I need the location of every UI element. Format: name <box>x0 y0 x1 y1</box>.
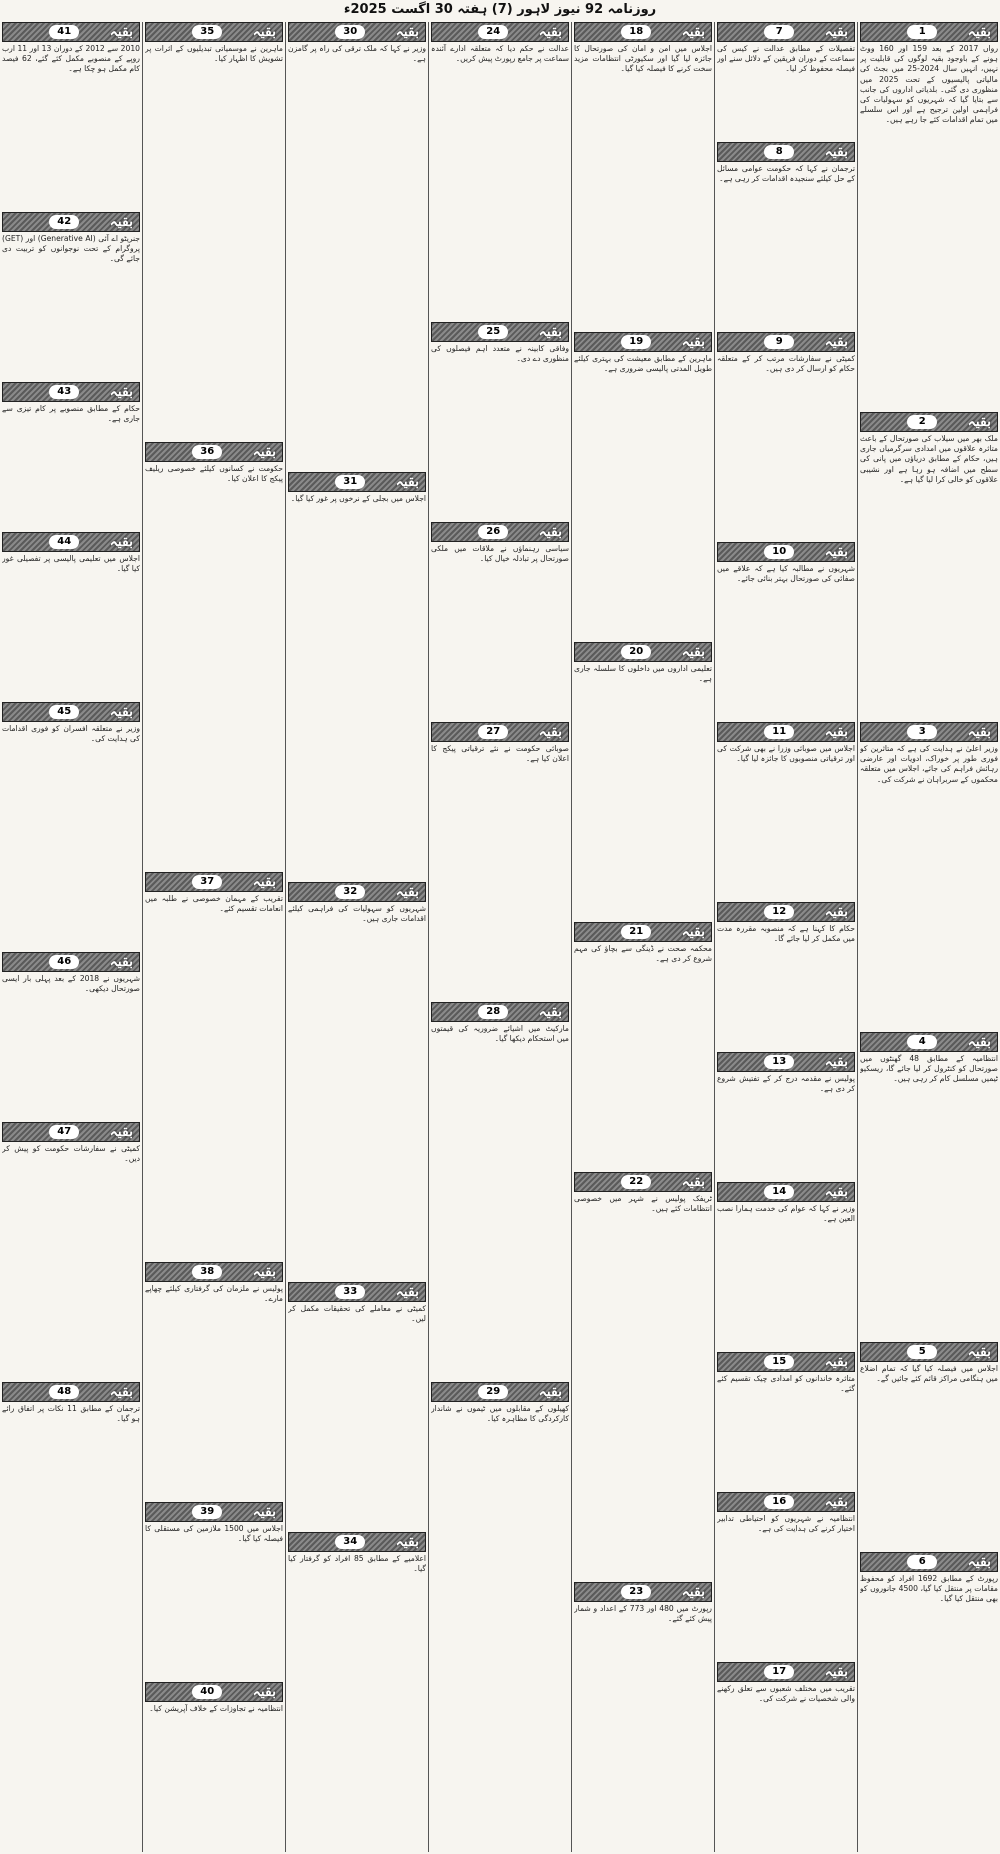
article-box <box>288 472 426 879</box>
continuation-title: بقیہ <box>252 24 276 40</box>
continuation-number: 38 <box>192 1265 222 1279</box>
continuation-tag <box>717 1052 855 1072</box>
continuation-number: 39 <box>192 1505 222 1519</box>
article-box <box>574 1172 712 1579</box>
continuation-tag <box>288 472 426 492</box>
continuation-title: بقیہ <box>538 324 562 340</box>
continuation-number: 48 <box>49 1385 79 1399</box>
article-text: تفصیلات کے مطابق عدالت نے کیس کی سماعت کے دوران فریقین کے دلائل سنے اور فیصلہ محفوظ کر لیا۔ <box>717 44 855 74</box>
article-box <box>2 702 140 949</box>
continuation-tag <box>2 212 140 232</box>
article-text: پولیس نے ملزمان کی گرفتاری کیلئے چھاپے مارے۔ <box>145 1284 283 1304</box>
continuation-title: بقیہ <box>538 1384 562 1400</box>
continuation-tag <box>860 1552 998 1572</box>
continuation-number: 20 <box>621 645 651 659</box>
article-box <box>2 1122 140 1379</box>
continuation-number: 32 <box>335 885 365 899</box>
continuation-number: 4 <box>907 1035 937 1049</box>
article-box <box>288 1532 426 1849</box>
article-text: شہریوں نے 2018 کے بعد پہلی بار ایسی صورتحال دیکھی۔ <box>2 974 140 994</box>
article-box <box>145 1262 283 1499</box>
continuation-tag <box>2 382 140 402</box>
article-text: پولیس نے مقدمہ درج کر کے تفتیش شروع کر دی ہے۔ <box>717 1074 855 1094</box>
article-text: عدالت نے حکم دیا کہ متعلقہ ادارے آئندہ سماعت پر جامع رپورٹ پیش کریں۔ <box>431 44 569 64</box>
article-box <box>717 142 855 329</box>
column-3 <box>572 22 714 1852</box>
article-box <box>717 542 855 719</box>
continuation-number: 15 <box>764 1355 794 1369</box>
continuation-number: 29 <box>478 1385 508 1399</box>
article-text: رپورٹ میں 480 اور 773 کے اعداد و شمار پیش کئے گئے۔ <box>574 1604 712 1624</box>
continuation-title: بقیہ <box>109 1384 133 1400</box>
article-text: ماہرین نے موسمیاتی تبدیلیوں کے اثرات پر تشویش کا اظہار کیا۔ <box>145 44 283 64</box>
continuation-tag <box>717 1352 855 1372</box>
continuation-number: 2 <box>907 415 937 429</box>
continuation-tag <box>717 1182 855 1202</box>
continuation-tag <box>717 142 855 162</box>
article-box <box>860 22 998 409</box>
continuation-tag <box>860 1342 998 1362</box>
continuation-number: 11 <box>764 725 794 739</box>
column-5 <box>286 22 428 1852</box>
article-box <box>431 722 569 999</box>
continuation-title: بقیہ <box>824 904 848 920</box>
continuation-number: 1 <box>907 25 937 39</box>
continuation-title: بقیہ <box>824 1184 848 1200</box>
article-box <box>145 22 283 439</box>
continuation-tag <box>145 1262 283 1282</box>
article-box <box>717 1662 855 1849</box>
continuation-number: 6 <box>907 1555 937 1569</box>
continuation-title: بقیہ <box>967 1344 991 1360</box>
article-text: تقریب میں مختلف شعبوں سے تعلق رکھنے والی شخصیات نے شرکت کی۔ <box>717 1684 855 1704</box>
continuation-title: بقیہ <box>252 1684 276 1700</box>
article-text: ترجمان کے مطابق 11 نکات پر اتفاق رائے ہو گیا۔ <box>2 1404 140 1424</box>
continuation-title: بقیہ <box>109 954 133 970</box>
continuation-title: بقیہ <box>109 704 133 720</box>
article-text: وفاقی کابینہ نے متعدد اہم فیصلوں کی منظوری دے دی۔ <box>431 344 569 364</box>
continuation-tag <box>145 872 283 892</box>
article-text: ٹریفک پولیس نے شہر میں خصوصی انتظامات کئے ہیں۔ <box>574 1194 712 1214</box>
continuation-tag <box>431 22 569 42</box>
article-box <box>145 872 283 1259</box>
continuation-title: بقیہ <box>681 1584 705 1600</box>
continuation-tag <box>145 1502 283 1522</box>
article-box <box>717 722 855 899</box>
article-box <box>145 1682 283 1849</box>
article-box <box>574 642 712 919</box>
continuation-tag <box>717 332 855 352</box>
article-box <box>145 442 283 869</box>
continuation-title: بقیہ <box>252 874 276 890</box>
continuation-number: 40 <box>192 1685 222 1699</box>
continuation-tag <box>574 1172 712 1192</box>
continuation-title: بقیہ <box>395 1284 419 1300</box>
continuation-number: 24 <box>478 25 508 39</box>
continuation-number: 10 <box>764 545 794 559</box>
continuation-title: بقیہ <box>538 724 562 740</box>
continuation-tag <box>574 642 712 662</box>
continuation-title: بقیہ <box>967 24 991 40</box>
article-box <box>145 1502 283 1679</box>
continuation-title: بقیہ <box>824 1664 848 1680</box>
article-box <box>2 952 140 1119</box>
article-box <box>431 1382 569 1849</box>
continuation-tag <box>431 1382 569 1402</box>
article-text: حکام کے مطابق منصوبے پر کام تیزی سے جاری ہے۔ <box>2 404 140 424</box>
article-text: کمیٹی نے معاملے کی تحقیقات مکمل کر لیں۔ <box>288 1304 426 1324</box>
article-box <box>2 212 140 379</box>
article-text: انتظامیہ نے تجاوزات کے خلاف آپریشن کیا۔ <box>149 1704 283 1713</box>
continuation-number: 21 <box>621 925 651 939</box>
article-box <box>288 882 426 1279</box>
continuation-title: بقیہ <box>395 1534 419 1550</box>
continuation-title: بقیہ <box>824 544 848 560</box>
continuation-tag <box>574 922 712 942</box>
continuation-title: بقیہ <box>109 1124 133 1140</box>
continuation-title: بقیہ <box>824 144 848 160</box>
continuation-title: بقیہ <box>681 334 705 350</box>
continuation-number: 45 <box>49 705 79 719</box>
article-box <box>574 22 712 329</box>
continuation-number: 42 <box>49 215 79 229</box>
continuation-tag <box>860 1032 998 1052</box>
article-box <box>2 532 140 699</box>
article-text: وزیر نے متعلقہ افسران کو فوری اقدامات کی ہدایت کی۔ <box>2 724 140 744</box>
article-box <box>717 1052 855 1179</box>
continuation-number: 27 <box>478 725 508 739</box>
continuation-tag <box>2 532 140 552</box>
continuation-title: بقیہ <box>967 1034 991 1050</box>
continuation-tag <box>431 722 569 742</box>
continuation-tag <box>431 1002 569 1022</box>
continuation-tag <box>717 902 855 922</box>
article-text: صوبائی حکومت نے نئے ترقیاتی پیکج کا اعلان کیا ہے۔ <box>431 744 569 764</box>
continuation-title: بقیہ <box>681 924 705 940</box>
continuation-tag <box>288 1532 426 1552</box>
article-text: اجلاس میں تعلیمی پالیسی پر تفصیلی غور کیا گیا۔ <box>2 554 140 574</box>
article-box <box>288 1282 426 1529</box>
continuation-title: بقیہ <box>538 1004 562 1020</box>
article-text: اجلاس میں فیصلہ کیا گیا کہ تمام اضلاع میں ہنگامی مراکز قائم کئے جائیں گے۔ <box>860 1364 998 1384</box>
article-text: متاثرہ خاندانوں کو امدادی چیک تقسیم کئے گئے۔ <box>717 1374 855 1394</box>
continuation-tag <box>2 952 140 972</box>
continuation-number: 5 <box>907 1345 937 1359</box>
article-text: اجلاس میں 1500 ملازمین کی مستقلی کا فیصلہ کیا گیا۔ <box>145 1524 283 1544</box>
continuation-number: 35 <box>192 25 222 39</box>
continuation-number: 36 <box>192 445 222 459</box>
continuation-number: 12 <box>764 905 794 919</box>
article-box <box>860 412 998 719</box>
continuation-tag <box>717 22 855 42</box>
article-box <box>860 1032 998 1339</box>
article-text: مارکیٹ میں اشیائے ضروریہ کی قیمتوں میں استحکام دیکھا گیا۔ <box>431 1024 569 1044</box>
continuation-tag <box>717 1492 855 1512</box>
article-box <box>717 902 855 1049</box>
continuation-tag <box>288 1282 426 1302</box>
continuation-title: بقیہ <box>252 1504 276 1520</box>
continuation-tag <box>860 722 998 742</box>
article-text: سیاسی رہنماؤں نے ملاقات میں ملکی صورتحال پر تبادلہ خیال کیا۔ <box>431 544 569 564</box>
article-box <box>431 522 569 719</box>
article-text: اجلاس میں امن و امان کی صورتحال کا جائزہ لیا گیا اور سکیورٹی انتظامات مزید سخت کرنے کا فیصلہ کیا گیا۔ <box>574 44 712 74</box>
continuation-title: بقیہ <box>824 24 848 40</box>
article-text: محکمہ صحت نے ڈینگی سے بچاؤ کی مہم شروع کر دی ہے۔ <box>574 944 712 964</box>
article-box <box>431 22 569 319</box>
continuation-title: بقیہ <box>109 534 133 550</box>
column-7 <box>0 22 142 1852</box>
article-box <box>574 922 712 1169</box>
continuation-title: بقیہ <box>109 24 133 40</box>
continuation-title: بقیہ <box>538 24 562 40</box>
continuation-number: 34 <box>335 1535 365 1549</box>
article-box <box>2 1382 140 1849</box>
masthead: روزنامہ 92 نیوز لاہور (7) ہفتہ 30 اگست 2025ء <box>343 2 657 17</box>
column-1 <box>858 22 1000 1852</box>
article-box <box>860 1342 998 1549</box>
continuation-title: بقیہ <box>538 524 562 540</box>
article-text: انتظامیہ کے مطابق 48 گھنٹوں میں صورتحال کو کنٹرول کر لیا جائے گا، ریسکیو ٹیمیں مسلسل کام کر رہی ہیں۔ <box>860 1054 998 1084</box>
continuation-number: 46 <box>49 955 79 969</box>
continuation-number: 25 <box>478 325 508 339</box>
article-box <box>717 1492 855 1659</box>
article-text: تعلیمی اداروں میں داخلوں کا سلسلہ جاری ہے۔ <box>574 664 712 684</box>
article-box <box>717 332 855 539</box>
continuation-number: 30 <box>335 25 365 39</box>
continuation-tag <box>717 722 855 742</box>
article-text: اعلامیے کے مطابق 85 افراد کو گرفتار کیا گیا۔ <box>288 1554 426 1574</box>
article-box <box>431 1002 569 1379</box>
continuation-number: 43 <box>49 385 79 399</box>
article-box <box>2 382 140 529</box>
continuation-tag <box>574 22 712 42</box>
article-text: کمیٹی نے سفارشات مرتب کر کے متعلقہ حکام کو ارسال کر دی ہیں۔ <box>717 354 855 374</box>
continuation-number: 23 <box>621 1585 651 1599</box>
article-text: جنریٹو اے آئی (Generative AI) اور (GET) پروگرام کے تحت نوجوانوں کو تربیت دی جائے گی۔ <box>2 234 140 264</box>
article-text: حکام کا کہنا ہے کہ منصوبہ مقررہ مدت میں مکمل کر لیا جائے گا۔ <box>717 924 855 944</box>
article-box <box>860 722 998 1029</box>
continuation-tag <box>574 1582 712 1602</box>
continuation-title: بقیہ <box>681 1174 705 1190</box>
continuation-number: 41 <box>49 25 79 39</box>
continuation-number: 31 <box>335 475 365 489</box>
continuation-tag <box>288 882 426 902</box>
article-box <box>288 22 426 469</box>
continuation-title: بقیہ <box>824 1494 848 1510</box>
article-text: ترجمان نے کہا کہ حکومت عوامی مسائل کے حل کیلئے سنجیدہ اقدامات کر رہی ہے۔ <box>717 164 855 184</box>
continuation-number: 13 <box>764 1055 794 1069</box>
article-text: وزیر نے کہا کہ ملک ترقی کی راہ پر گامزن ہے۔ <box>288 44 426 64</box>
continuation-title: بقیہ <box>109 384 133 400</box>
continuation-tag <box>860 22 998 42</box>
continuation-number: 33 <box>335 1285 365 1299</box>
continuation-title: بقیہ <box>967 724 991 740</box>
continuation-title: بقیہ <box>681 644 705 660</box>
continuation-title: بقیہ <box>109 214 133 230</box>
continuation-tag <box>145 1682 283 1702</box>
continuation-number: 28 <box>478 1005 508 1019</box>
article-text: ماہرین کے مطابق معیشت کی بہتری کیلئے طویل المدتی پالیسی ضروری ہے۔ <box>574 354 712 374</box>
continuation-tag <box>2 702 140 722</box>
continuation-title: بقیہ <box>967 1554 991 1570</box>
continuation-tag <box>145 442 283 462</box>
column-4 <box>429 22 571 1852</box>
continuation-tag <box>574 332 712 352</box>
article-box <box>717 1182 855 1349</box>
continuation-tag <box>145 22 283 42</box>
continuation-number: 9 <box>764 335 794 349</box>
continuation-title: بقیہ <box>824 1354 848 1370</box>
continuation-number: 44 <box>49 535 79 549</box>
article-text: اجلاس میں صوبائی وزرا نے بھی شرکت کی اور ترقیاتی منصوبوں کا جائزہ لیا گیا۔ <box>717 744 855 764</box>
continuation-number: 14 <box>764 1185 794 1199</box>
article-box <box>717 1352 855 1489</box>
continuation-number: 37 <box>192 875 222 889</box>
article-text: اجلاس میں بجلی کے نرخوں پر غور کیا گیا۔ <box>290 494 426 503</box>
article-box <box>717 22 855 139</box>
continuation-title: بقیہ <box>252 1264 276 1280</box>
article-text: تقریب کے مہمان خصوصی نے طلبہ میں انعامات تقسیم کئے۔ <box>145 894 283 914</box>
article-text: رواں 2017 کے بعد 159 اور 160 ووٹ ہونے کے باوجود بقیہ لوگوں کی قابلیت پر نہیں، انہیں سال 2024-25 میں بجٹ کی مالیاتی پالیسیوں کے تحت 2025 میں منظوری دی گئی۔ بلدیاتی اداروں کی جانب سے بتایا گیا کہ شہریوں کو سہولیات کی فراہمی اولین ترجیح ہے اور اس سلسلے میں تمام اقدامات کئے جا رہے ہیں۔ <box>860 44 998 125</box>
continuation-number: 7 <box>764 25 794 39</box>
continuation-number: 19 <box>621 335 651 349</box>
continuation-title: بقیہ <box>395 884 419 900</box>
article-text: وزیر نے کہا کہ عوام کی خدمت ہمارا نصب العین ہے۔ <box>717 1204 855 1224</box>
article-text: رپورٹ کے مطابق 1692 افراد کو محفوظ مقامات پر منتقل کیا گیا، 4500 جانوروں کو بھی منتقل کیا گیا۔ <box>860 1574 998 1604</box>
continuation-title: بقیہ <box>824 1054 848 1070</box>
continuation-number: 16 <box>764 1495 794 1509</box>
continuation-title: بقیہ <box>395 474 419 490</box>
continuation-number: 8 <box>764 145 794 159</box>
continuation-number: 47 <box>49 1125 79 1139</box>
continuation-number: 26 <box>478 525 508 539</box>
article-text: انتظامیہ نے شہریوں کو احتیاطی تدابیر اختیار کرنے کی ہدایت کی ہے۔ <box>717 1514 855 1534</box>
article-box <box>2 22 140 209</box>
continuation-tag <box>717 1662 855 1682</box>
article-box <box>860 1552 998 1849</box>
article-box <box>431 322 569 519</box>
article-text: حکومت نے کسانوں کیلئے خصوصی ریلیف پیکج کا اعلان کیا۔ <box>145 464 283 484</box>
article-text: کمیٹی نے سفارشات حکومت کو پیش کر دیں۔ <box>2 1144 140 1164</box>
article-text: کھیلوں کے مقابلوں میں ٹیموں نے شاندار کارکردگی کا مظاہرہ کیا۔ <box>431 1404 569 1424</box>
article-text: شہریوں کو سہولیات کی فراہمی کیلئے اقدامات جاری ہیں۔ <box>288 904 426 924</box>
article-text: وزیر اعلیٰ نے ہدایت کی ہے کہ متاثرین کو فوری طور پر خوراک، ادویات اور عارضی رہائش فراہم کی جائے، اجلاس میں متعلقہ محکموں کے سربراہان نے شرکت کی۔ <box>860 744 998 784</box>
column-2 <box>715 22 857 1852</box>
article-text: شہریوں نے مطالبہ کیا ہے کہ علاقے میں صفائی کی صورتحال بہتر بنائی جائے۔ <box>717 564 855 584</box>
article-text: 2010 سے 2012 کے دوران 13 اور 11 ارب روپے کے منصوبے مکمل کئے گئے، 62 فیصد کام مکمل ہو چکا ہے۔ <box>2 44 140 74</box>
continuation-tag <box>717 542 855 562</box>
continuation-title: بقیہ <box>967 414 991 430</box>
article-box <box>574 332 712 639</box>
continuation-title: بقیہ <box>395 24 419 40</box>
continuation-number: 22 <box>621 1175 651 1189</box>
continuation-title: بقیہ <box>681 24 705 40</box>
continuation-tag <box>860 412 998 432</box>
continuation-tag <box>288 22 426 42</box>
column-6 <box>143 22 285 1852</box>
continuation-title: بقیہ <box>824 724 848 740</box>
article-text: ملک بھر میں سیلاب کی صورتحال کے باعث متاثرہ علاقوں میں امدادی سرگرمیاں جاری ہیں، حکام کے مطابق دریاؤں میں پانی کی سطح میں اضافہ ہو رہا ہے اور نشیبی علاقوں کو خالی کرا لیا گیا ہے۔ <box>860 434 998 484</box>
continuation-tag <box>431 522 569 542</box>
continuation-number: 3 <box>907 725 937 739</box>
continuation-tag <box>2 1382 140 1402</box>
continuation-number: 18 <box>621 25 651 39</box>
continuation-title: بقیہ <box>252 444 276 460</box>
continuation-tag <box>431 322 569 342</box>
continuation-number: 17 <box>764 1665 794 1679</box>
continuation-tag <box>2 1122 140 1142</box>
article-box <box>574 1582 712 1849</box>
continuation-tag <box>2 22 140 42</box>
continuation-title: بقیہ <box>824 334 848 350</box>
